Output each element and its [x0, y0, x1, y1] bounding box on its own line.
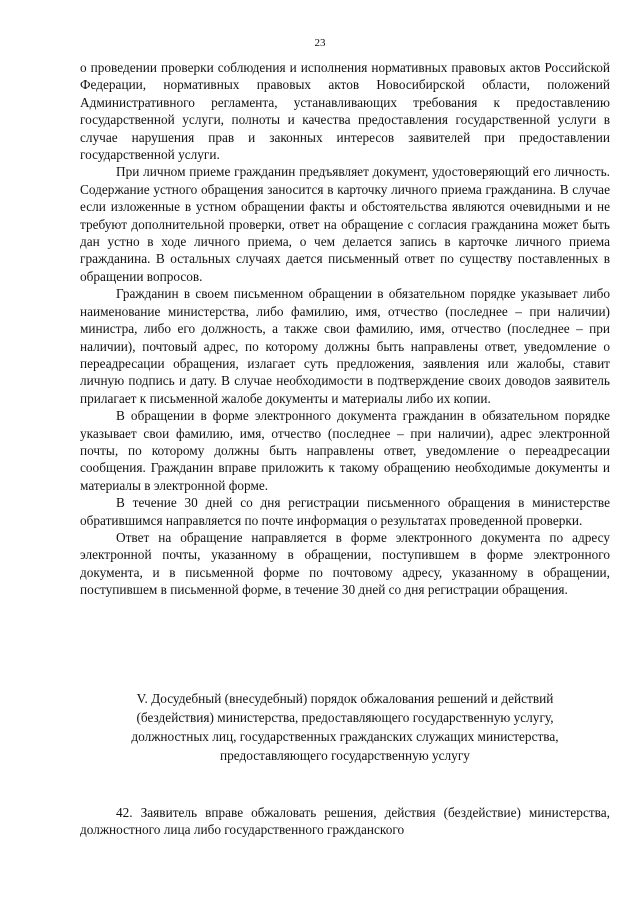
page-number: 23 [314, 37, 326, 49]
paragraph-electronic-appeal: В обращении в форме электронного документа гражданин в обязательном порядке указывает свои фамилию, имя, отчество (последнее – при наличии), адрес электронной почты, по которому должны быть направлены ответ, уведомление о переадресации сообщения. Гражданин вправе приложить к такому обращению необходимые документы и материалы в электронной форме. [80, 408, 610, 493]
paragraph-30-days: В течение 30 дней со дня регистрации письменного обращения в министерстве обратившимся направляется по почте информация о результатах проведенной проверки. [80, 495, 610, 528]
section-heading-line: V. Досудебный (внесудебный) порядок обжалования решений и действий [136, 691, 554, 706]
section-heading-line: предоставляющего государственную услугу [220, 748, 470, 763]
section-heading-line: (бездействия) министерства, предоставляющего государственную услугу, [136, 710, 554, 725]
clause-42 [80, 804, 610, 839]
section-heading-line: должностных лиц, государственных гражданских служащих министерства, [131, 729, 559, 744]
section-heading [80, 689, 610, 765]
paragraph-written-appeal: Гражданин в своем письменном обращении в обязательном порядке указывает либо наименование министерства, либо фамилию, имя, отчество (последнее – при наличии) министра, либо его должность, а также свои фамилию, имя, отчество (последнее – при наличии), почтовый адрес, по которому должны быть направлены ответ, уведомление о переадресации обращения, излагает суть предложения, заявления или жалобы, ставит личную подпись и дату. В случае необходимости в подтверждение своих доводов заявитель прилагает к письменной жалобе документы и материалы либо их копии. [80, 286, 610, 406]
paragraph-clause-42: 42. Заявитель вправе обжаловать решения, действия (бездействие) министерства, должностного лица либо государственного гражданского [80, 805, 610, 838]
paragraph-response: Ответ на обращение направляется в форме электронного документа по адресу электронной почты, указанному в обращении, поступившем в форме электронного документа, и в письменной форме по почтовому адресу, указанному в обращении, поступившем в письменной форме, в течение 30 дней со дня регистрации обращения. [80, 529, 610, 598]
body-text [80, 59, 610, 599]
paragraph-continuation: о проведении проверки соблюдения и исполнения нормативных правовых актов Российской Федерации, нормативных правовых актов Новосибирской области, положений Административного регламента, устанавливающих требования к предоставлению государственной услуги, полноты и качества предоставления государственной услуги в случае нарушения прав и законных интересов заявителей при предоставлении государственной услуги. [80, 60, 610, 163]
paragraph-personal-reception: При личном приеме гражданин предъявляет документ, удостоверяющий его личность. Содержание устного обращения заносится в карточку личного приема гражданина. В случае если изложенные в устном обращении факты и обстоятельства являются очевидными и не требуют дополнительной проверки, ответ на обращение с согласия гражданина может быть дан устно в ходе личного приема, о чем делается запись в карточке личного приема гражданина. В остальных случаях дается письменный ответ по существу поставленных в обращении вопросов. [80, 164, 610, 284]
